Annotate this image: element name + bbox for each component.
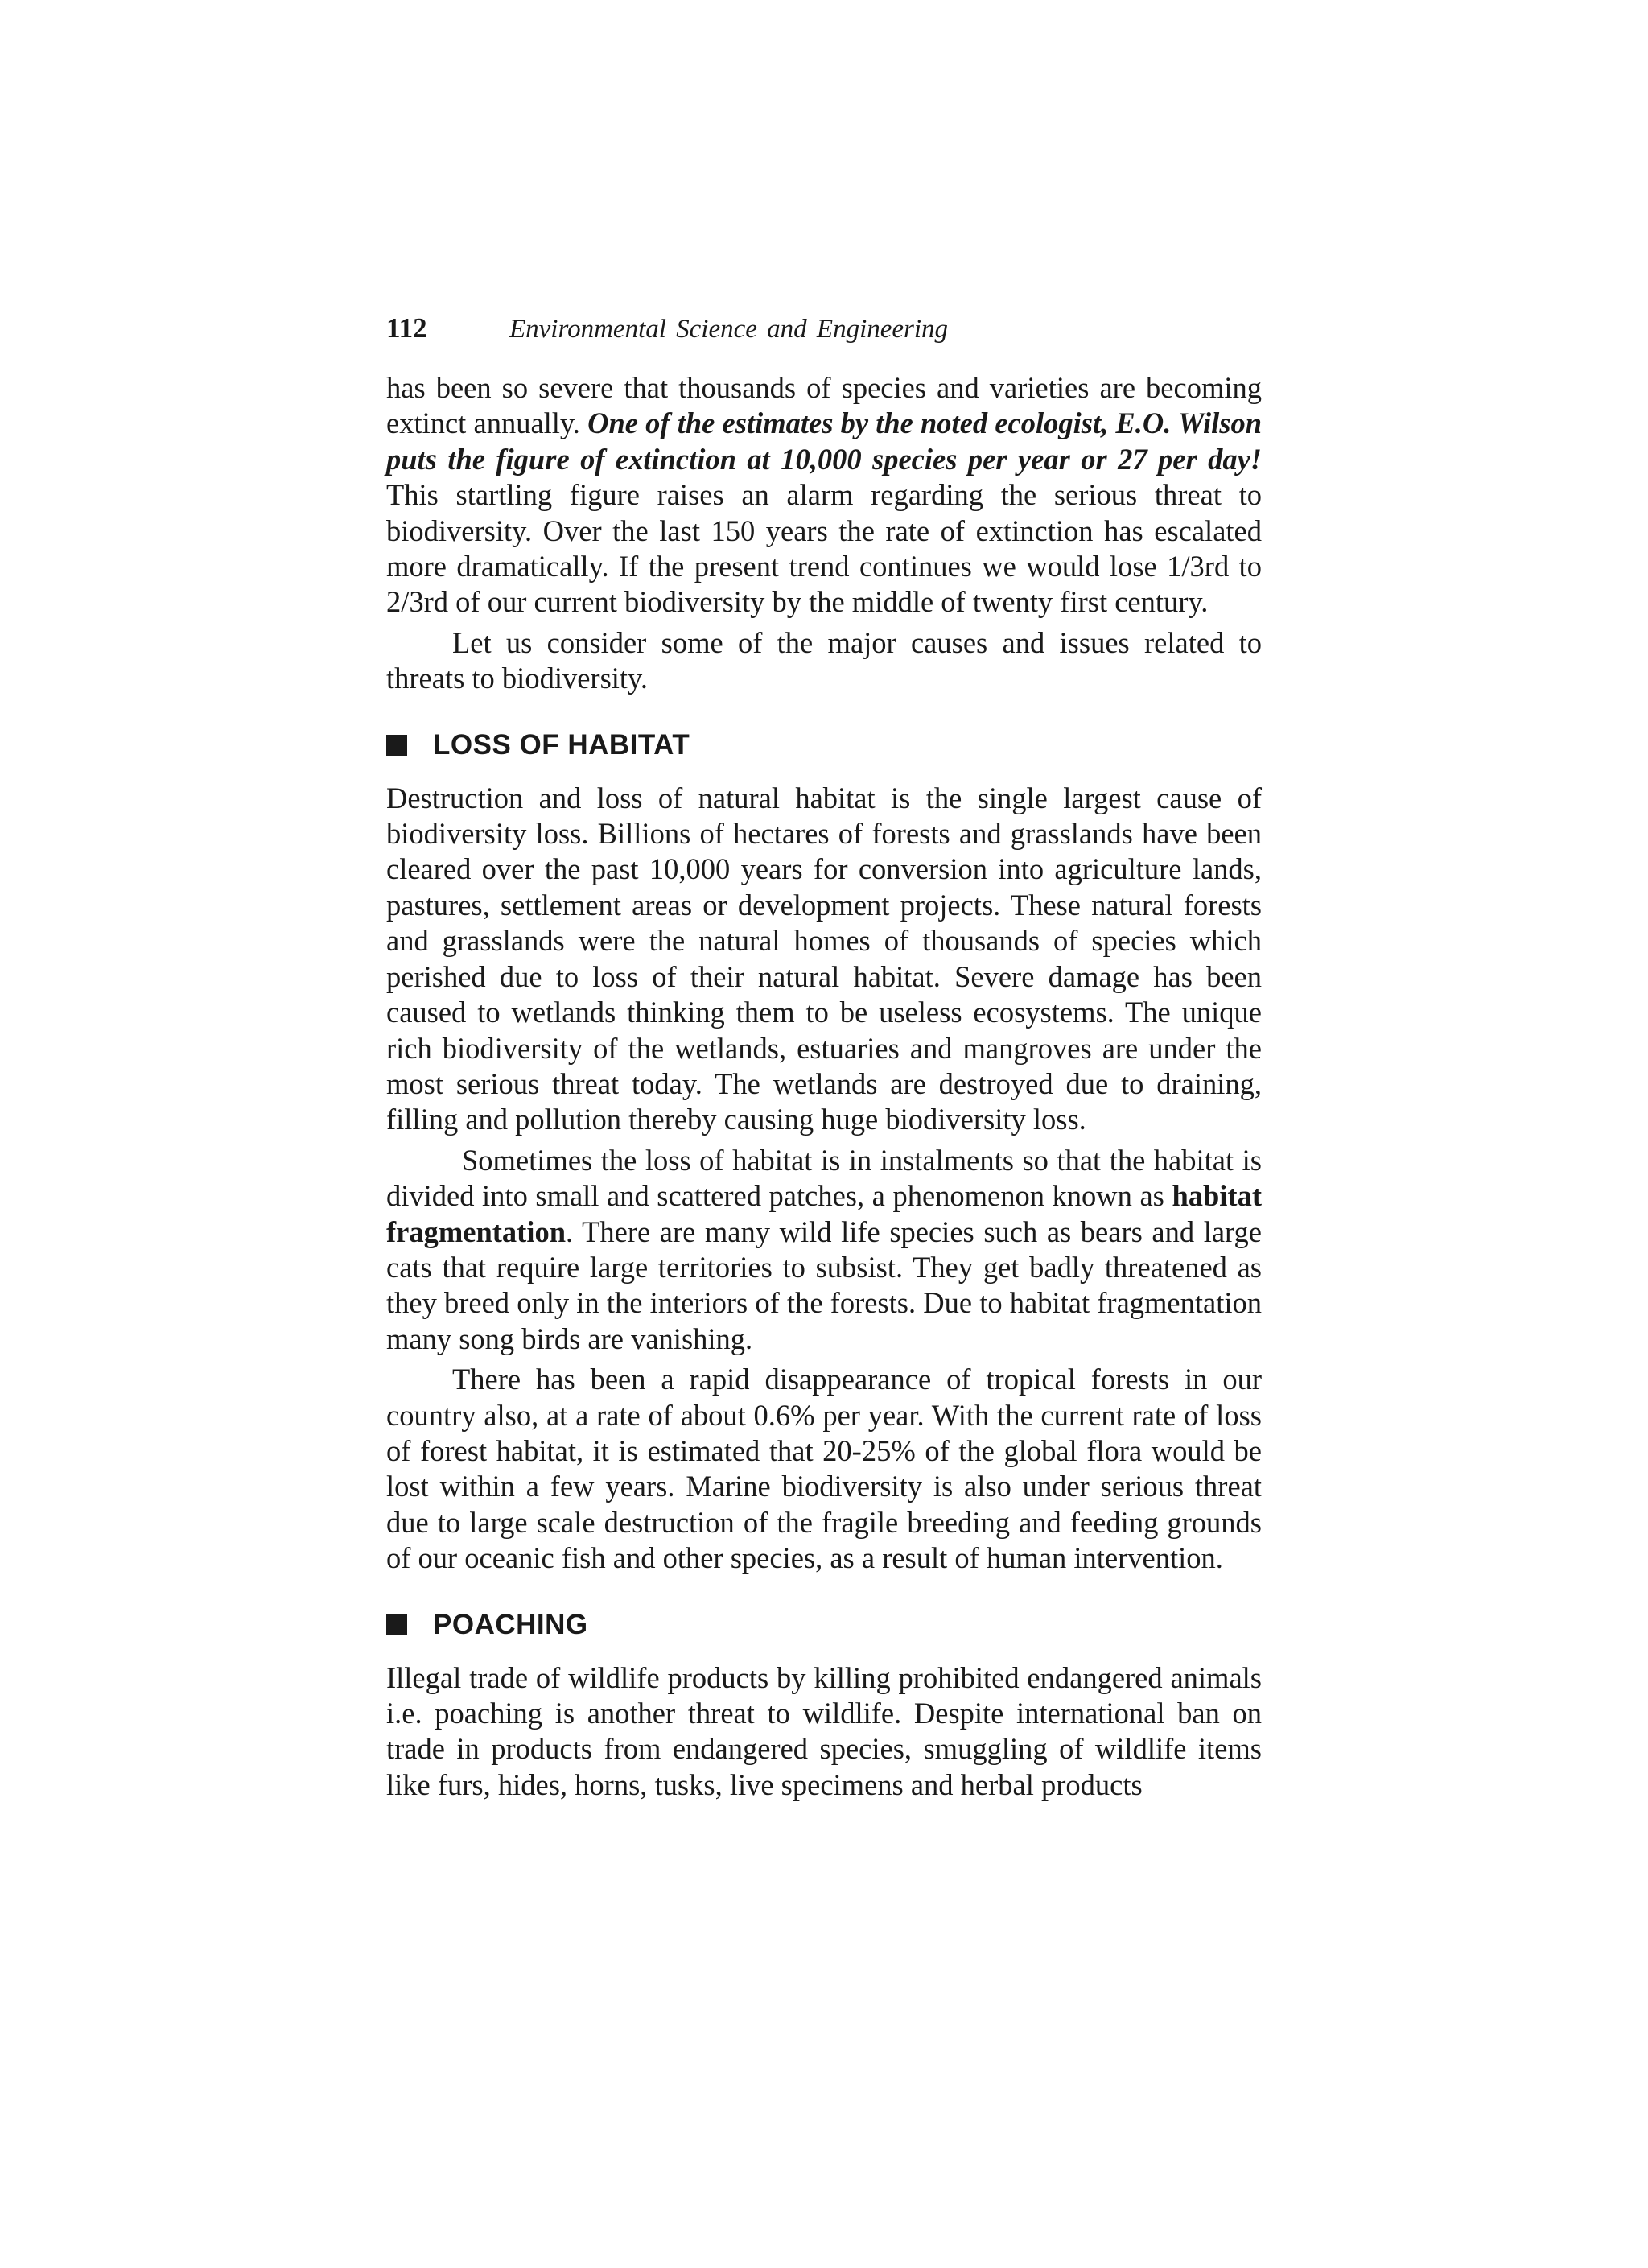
page-number: 112 (386, 312, 427, 344)
intro-text-part2: This startling figure raises an alarm regarding the serious threat to biodiversity. Over the last 150 years the rate of extinction has escalated more dramatically. If the present trend continues we would lose 1/3rd to 2/3rd of our current biodiversity by the middle of twenty first century. (386, 478, 1262, 619)
section-title: POACHING (433, 1608, 588, 1640)
section-heading-poaching (386, 1601, 1262, 1649)
habitat-p2-part1: Sometimes the loss of habitat is in instalments so that the habitat is divided into small and scattered patches, a phenomenon known as (386, 1143, 1262, 1213)
intro-text-part1: has been so severe that thousands of species and varieties are becoming extinct annually. (386, 371, 1262, 440)
habitat-paragraph-1: Destruction and loss of natural habitat is the single largest cause of biodiversity loss. Billions of hectares of forests and grasslands have been cleared over the past 10,000 years for conversion into agriculture lands, pastures, settlement areas or development projects. These natural forests and grasslands were the natural homes of thousands of species which perished due to loss of their natural habitat. Severe damage has been caused to wetlands thinking them to be useless ecosystems. The unique rich biodiversity of the wetlands, estuaries and mangroves are under the most serious threat today. The wetlands are destroyed due to draining, filling and pollution thereby causing huge biodiversity loss. (386, 781, 1262, 1136)
book-title: Environmental Science and Engineering (509, 315, 949, 344)
heading-square-bullet-icon (386, 1614, 407, 1635)
book-page (386, 312, 1262, 1803)
habitat-fragmentation-term: habitat fragmentation (386, 1179, 1262, 1248)
poaching-paragraph-1: Illegal trade of wildlife products by killing prohibited endangered animals i.e. poaching is another threat to wildlife. Despite international ban on trade in products from endangered species, smuggling of wildlife items like furs, hides, horns, tusks, live specimens and herbal products (386, 1660, 1262, 1801)
wilson-estimate-emphasis: One of the estimates by the noted ecologist, E.O. Wilson puts the figure of extinction at 10,000 species per year or 27 per day! (386, 406, 1262, 476)
section-heading-loss-of-habitat (386, 721, 1262, 769)
heading-square-bullet-icon (386, 735, 407, 756)
section-title: LOSS OF HABITAT (433, 728, 690, 761)
intro-paragraph-2: Let us consider some of the major causes and issues related to threats to biodiversity. (386, 625, 1262, 695)
habitat-paragraph-3: There has been a rapid disappearance of tropical forests in our country also, at a rate of about 0.6% per year. With the current rate of loss of forest habitat, it is estimated that 20-25% of the global flora would be lost within a few years. Marine biodiversity is also under serious threat due to large scale destruction of the fragile breeding and feeding grounds of our oceanic fish and other species, as a result of human intervention. (386, 1363, 1262, 1575)
habitat-p2-part2: . There are many wild life species such as bears and large cats that require large territories to subsist. They get badly threatened as they breed only in the interiors of the forests. Due to habitat fragmentation many song birds are vanishing. (386, 1214, 1262, 1355)
running-head (386, 312, 1262, 361)
habitat-paragraph-2 (386, 1143, 1262, 1357)
intro-paragraph-1 (386, 370, 1262, 621)
